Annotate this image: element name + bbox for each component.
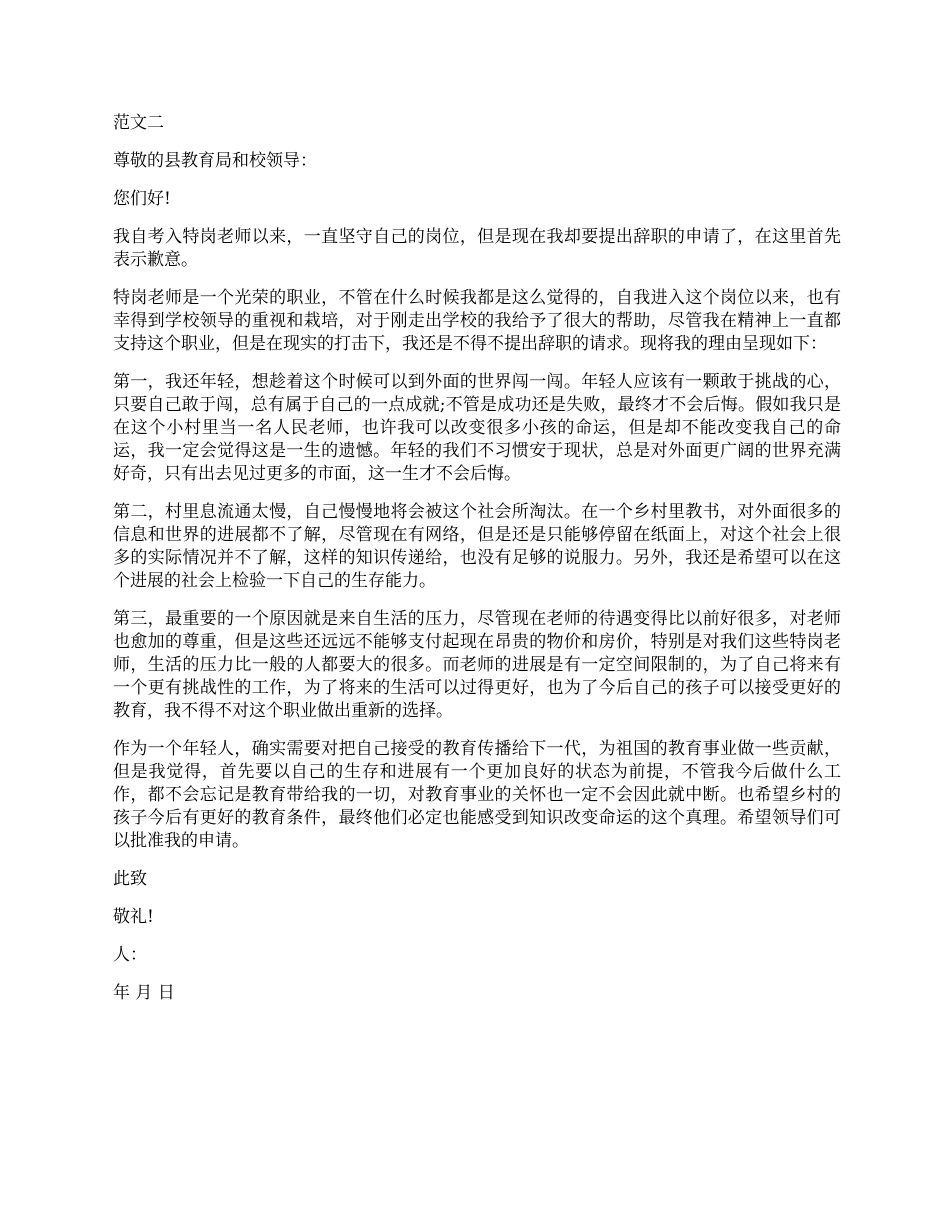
document-title: 范文二	[113, 113, 164, 133]
closing-line-1: 此致	[113, 869, 147, 889]
body-paragraph-6: 作为一个年轻人，确实需要对把自己接受的教育传播给下一代，为祖国的教育事业做一些贡献，但是我觉得，首先要以自己的生存和进展有一个更加良好的状态为前提，不管我今后做什么工作，都不会忘记是教育带给我的一切，对教育事业的关怀也一定不会因此就中断。也希望乡村的孩子今后有更好的教育条件，最终他们必定也能感受到知识改变命运的这个真理。希望领导们可以批准我的申请。	[113, 739, 841, 851]
body-paragraph-4: 第二，村里息流通太慢，自己慢慢地将会被这个社会所淘汰。在一个乡村里教书，对外面很多的信息和世界的进展都不了解，尽管现在有网络，但是还是只能够停留在纸面上，对这个社会上很多的实际情况并不了解，这样的知识传递给，也没有足够的说服力。另外，我还是希望可以在这个进展的社会上检验一下自己的生存能力。	[113, 502, 841, 591]
closing-line-2: 敬礼!	[113, 907, 154, 927]
date-line: 年 月 日	[113, 983, 175, 1003]
salutation: 尊敬的县教育局和校领导：	[113, 151, 317, 171]
signature-line: 人：	[113, 945, 147, 965]
greeting: 您们好!	[113, 189, 171, 209]
body-paragraph-5: 第三，最重要的一个原因就是来自生活的压力，尽管现在老师的待遇变得比以前好很多，对老师也愈加的尊重，但是这些还远远不能够支付起现在昂贵的物价和房价，特别是对我们这些特岗老师，生活的压力比一般的人都要大的很多。而老师的进展是有一定空间限制的，为了自己将来有一个更有挑战性的工作，为了将来的生活可以过得更好，也为了今后自己的孩子可以接受更好的教育，我不得不对这个职业做出重新的选择。	[113, 609, 841, 721]
letter-document	[113, 112, 841, 1020]
body-paragraph-2: 特岗老师是一个光荣的职业，不管在什么时候我都是这么觉得的，自我进入这个岗位以来，也有幸得到学校领导的重视和栽培，对于刚走出学校的我给予了很大的帮助，尽管我在精神上一直都支持这个职业，但是在现实的打击下，我还是不得不提出辞职的请求。现将我的理由呈现如下：	[113, 288, 841, 354]
body-paragraph-3: 第一，我还年轻，想趁着这个时候可以到外面的世界闯一闯。年轻人应该有一颗敢于挑战的心，只要自己敢于闯，总有属于自己的一点成就;不管是成功还是失败，最终才不会后悔。假如我只是在这个小村里当一名人民老师，也许我可以改变很多小孩的命运，但是却不能改变我自己的命运，我一定会觉得这是一生的遗憾。年轻的我们不习惯安于现状，总是对外面更广阔的世界充满好奇，只有出去见过更多的市面，这一生才不会后悔。	[113, 372, 841, 484]
body-paragraph-1: 我自考入特岗老师以来，一直坚守自己的岗位，但是现在我却要提出辞职的申请了，在这里首先表示歉意。	[113, 227, 841, 270]
